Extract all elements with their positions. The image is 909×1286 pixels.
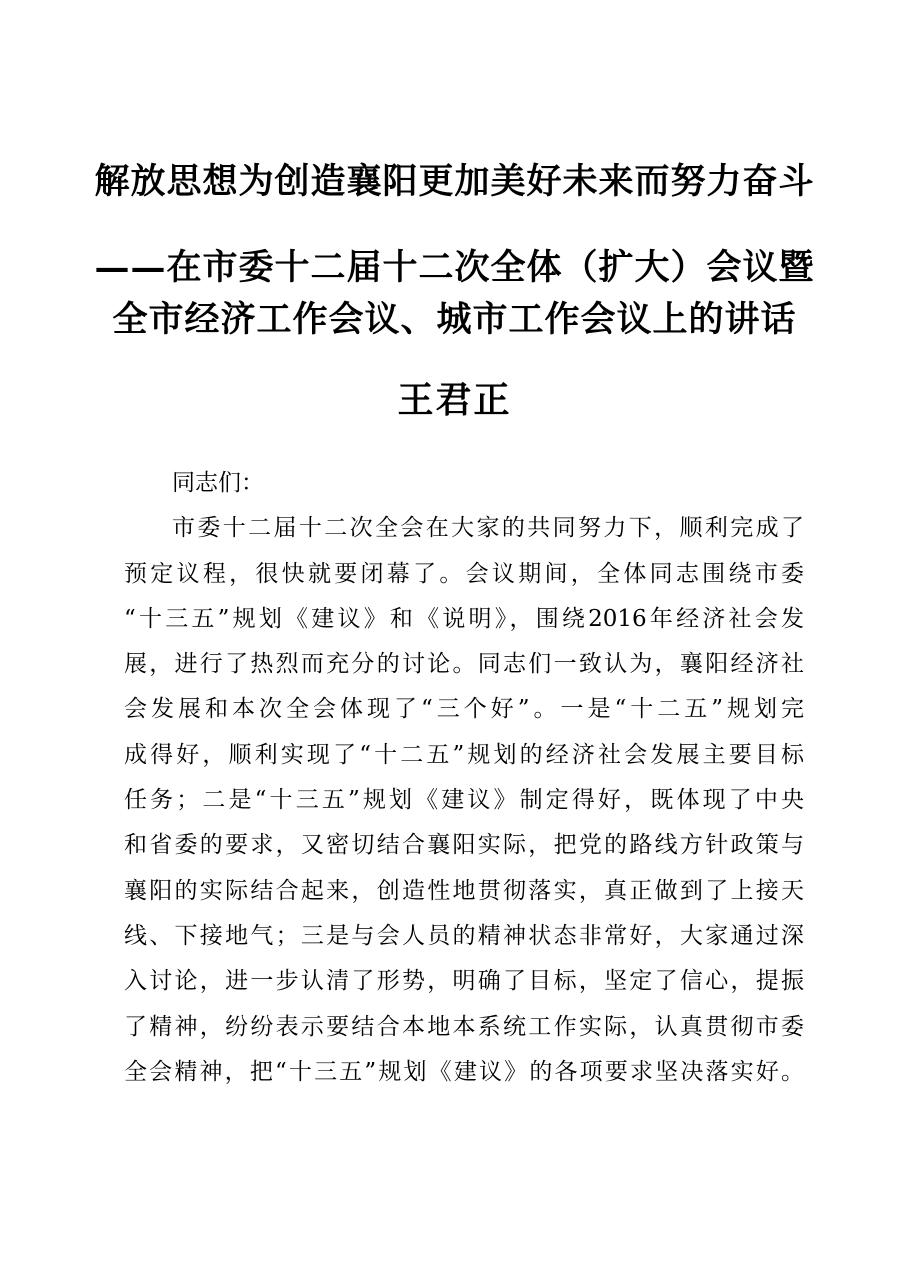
paragraph-line: 线、下接地气；三是与会人员的精神状态非常好，大家通过深 bbox=[124, 922, 804, 949]
document-title: 解放思想为创造襄阳更加美好未来而努力奋斗 bbox=[94, 161, 815, 202]
subtitle-line: 全市经济工作会议、城市工作会议上的讲话 bbox=[112, 299, 797, 340]
paragraph-line: 任务；二是“十三五”规划《建议》制定得好，既体现了中央 bbox=[124, 787, 804, 814]
document-subtitle bbox=[0, 242, 909, 346]
paragraph-line: 和省委的要求，又密切结合襄阳实际，把党的路线方针政策与 bbox=[124, 832, 804, 859]
author-name: 王君正 bbox=[397, 379, 512, 421]
paragraph-line: 会发展和本次全会体现了“三个好”。一是“十二五”规划完 bbox=[124, 696, 804, 723]
paragraph-line: 入讨论，进一步认清了形势，明确了目标，坚定了信心，提振 bbox=[124, 968, 804, 995]
body-text bbox=[124, 461, 804, 1095]
paragraph-line: 成得好，顺利实现了“十二五”规划的经济社会发展主要目标 bbox=[124, 741, 804, 768]
paragraph-line: 预定议程，很快就要闭幕了。会议期间，全体同志围绕市委 bbox=[124, 560, 804, 587]
salutation: 同志们： bbox=[172, 470, 264, 496]
subtitle-line: ——在市委十二届十二次全体（扩大）会议暨 bbox=[94, 247, 815, 288]
paragraph-line: “十三五”规划《建议》和《说明》，围绕2016年经济社会发 bbox=[124, 605, 804, 632]
paragraph-line: 展，进行了热烈而充分的讨论。同志们一致认为，襄阳经济社 bbox=[124, 651, 804, 678]
paragraph-line: 襄阳的实际结合起来，创造性地贯彻落实，真正做到了上接天 bbox=[124, 877, 804, 904]
paragraph-line: 了精神，纷纷表示要结合本地本系统工作实际，认真贯彻市委 bbox=[124, 1013, 804, 1040]
paragraph-line: 市委十二届十二次全会在大家的共同努力下，顺利完成了 bbox=[172, 515, 804, 542]
paragraph-line: 全会精神，把“十三五”规划《建议》的各项要求坚决落实好。 bbox=[124, 1058, 804, 1085]
